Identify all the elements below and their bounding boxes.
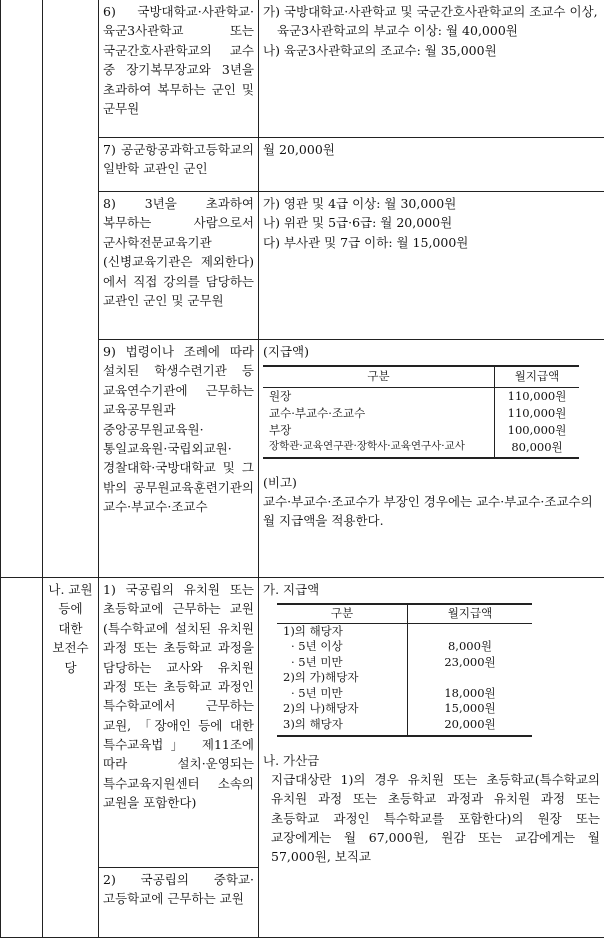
item-text: 1) 국공립의 유치원 또는 초등학교에 근무하는 교원(특수학교에 설치된 유치원 과정 또는 초등학교 과정을 담당하는 교사와 유치원 과정 또는 초등학교 과정인 특수학교에서 근무하는 교원, 「장애인 등에 대한 특수교육법」 제11조에 따라 설치·운영되는 특수교육지원센터 소속의 교원을 포함한다)	[103, 580, 254, 813]
row-label: 2)의 가)해당자	[277, 670, 408, 686]
item-cell	[99, 578, 259, 868]
amount-cell	[259, 340, 604, 578]
row-value: 80,000원	[495, 439, 580, 457]
item-cell	[99, 340, 259, 578]
row-label: 교수·부교수·조교수	[263, 405, 495, 422]
row-value: 23,000원	[408, 655, 533, 671]
pay-subtable	[263, 365, 579, 458]
col-header: 구분	[263, 366, 495, 387]
row-label: 3)의 해당자	[277, 717, 408, 736]
amount-cell	[259, 138, 604, 192]
subtable-row	[263, 422, 579, 439]
col-header: 구분	[277, 604, 408, 623]
subtable-row	[277, 639, 532, 655]
section-label	[43, 578, 99, 938]
amount-line: 월 20,000원	[263, 140, 600, 159]
blank-cell	[43, 0, 99, 578]
amount-intro: (지급액)	[263, 342, 600, 361]
amount-line: 다) 부사관 및 7급 이하: 월 15,000원	[263, 233, 600, 252]
amount-line: 가) 영관 및 4급 이상: 월 30,000원	[263, 194, 600, 213]
item-cell	[99, 0, 259, 138]
row-label: 1)의 해당자	[277, 623, 408, 639]
item-cell	[99, 868, 259, 938]
col-header: 월지급액	[408, 604, 533, 623]
amount-cell	[259, 578, 604, 938]
row-value	[408, 670, 533, 686]
col-header: 월지급액	[495, 366, 580, 387]
subtable-row	[277, 655, 532, 671]
subtable-row	[277, 701, 532, 717]
blank-cell	[1, 0, 43, 578]
subtable-row	[277, 670, 532, 686]
row-value: 20,000원	[408, 717, 533, 736]
table-row	[1, 578, 604, 868]
amount-line: 가) 국방대학교·사관학교 및 국군간호사관학교의 조교수 이상, 육군3사관학교의 부교수 이상: 월 40,000원	[263, 2, 600, 41]
subtable-row	[263, 387, 579, 405]
item-text: 2) 국공립의 중학교·고등학교에 근무하는 교원	[103, 870, 254, 909]
subtable-row	[277, 623, 532, 639]
item-text: 8) 3년을 초과하여 복무하는 사람으로서 군사학전문교육기관(신병교육기관은 제외한다)에서 직접 강의를 담당하는 교관인 군인 및 군무원	[103, 194, 254, 310]
note-text: 교수·부교수·조교수가 부장인 경우에는 교수·부교수·조교수의 월 지급액을 적용한다.	[263, 492, 600, 531]
note-label: (비고)	[263, 473, 600, 492]
subtable-row	[263, 405, 579, 422]
paragraph-text: 지급대상란 1)의 경우 유치원 또는 초등학교(특수학교의 유치원 과정 또는 초등학교 과정과 유치원 과정 또는 초등학교 과정인 특수학교를 포함한다)의 원장 또는 교장에게는 월 67,000원, 원감 또는 교감에게는 월 57,000원, 보직교	[263, 770, 600, 867]
amount-line: 나) 육군3사관학교의 조교수: 월 35,000원	[263, 41, 600, 60]
item-cell	[99, 192, 259, 340]
pay-subtable	[277, 603, 532, 736]
row-label: 2)의 나)해당자	[277, 701, 408, 717]
row-label: 장학관·교육연구관·장학사·교육연구사·교사	[263, 439, 495, 457]
item-text: 7) 공군항공과학고등학교의 일반학 교관인 군인	[103, 140, 254, 179]
subtable-row	[277, 717, 532, 736]
row-label: · 5년 미만	[277, 655, 408, 671]
row-label: 원장	[263, 387, 495, 405]
table-row	[1, 0, 604, 138]
row-value: 110,000원	[495, 405, 580, 422]
row-value: 100,000원	[495, 422, 580, 439]
row-value: 8,000원	[408, 639, 533, 655]
row-label: · 5년 이상	[277, 639, 408, 655]
amount-line: 나) 위관 및 5급·6급: 월 20,000원	[263, 213, 600, 232]
blank-cell	[1, 578, 43, 938]
row-value: 110,000원	[495, 387, 580, 405]
sub-heading: 나. 가산금	[263, 751, 600, 770]
row-value	[408, 623, 533, 639]
amount-cell	[259, 0, 604, 138]
row-label: · 5년 미만	[277, 686, 408, 702]
row-label: 부장	[263, 422, 495, 439]
sub-heading: 가. 지급액	[263, 580, 600, 599]
section-label-text: 나. 교원 등에 대한 보전수당	[48, 582, 92, 675]
subtable-row	[277, 686, 532, 702]
amount-cell	[259, 192, 604, 340]
item-text: 6) 국방대학교·사관학교·육군3사관학교 또는 국군간호사관학교의 교수 중 장기복무장교와 3년을 초과하여 복무하는 군인 및 군무원	[103, 2, 254, 118]
item-text: 9) 법령이나 조례에 따라 설치된 학생수련기관 등 교육연수기관에 근무하는 교육공무원과 중앙공무원교육원·통일교육원·국립외교원·경찰대학·국방대학교 및 그 밖의 공무원교육훈련기관의 교수·부교수·조교수	[103, 342, 254, 516]
row-value: 18,000원	[408, 686, 533, 702]
subtable-row	[263, 439, 579, 457]
item-cell	[99, 138, 259, 192]
row-value: 15,000원	[408, 701, 533, 717]
